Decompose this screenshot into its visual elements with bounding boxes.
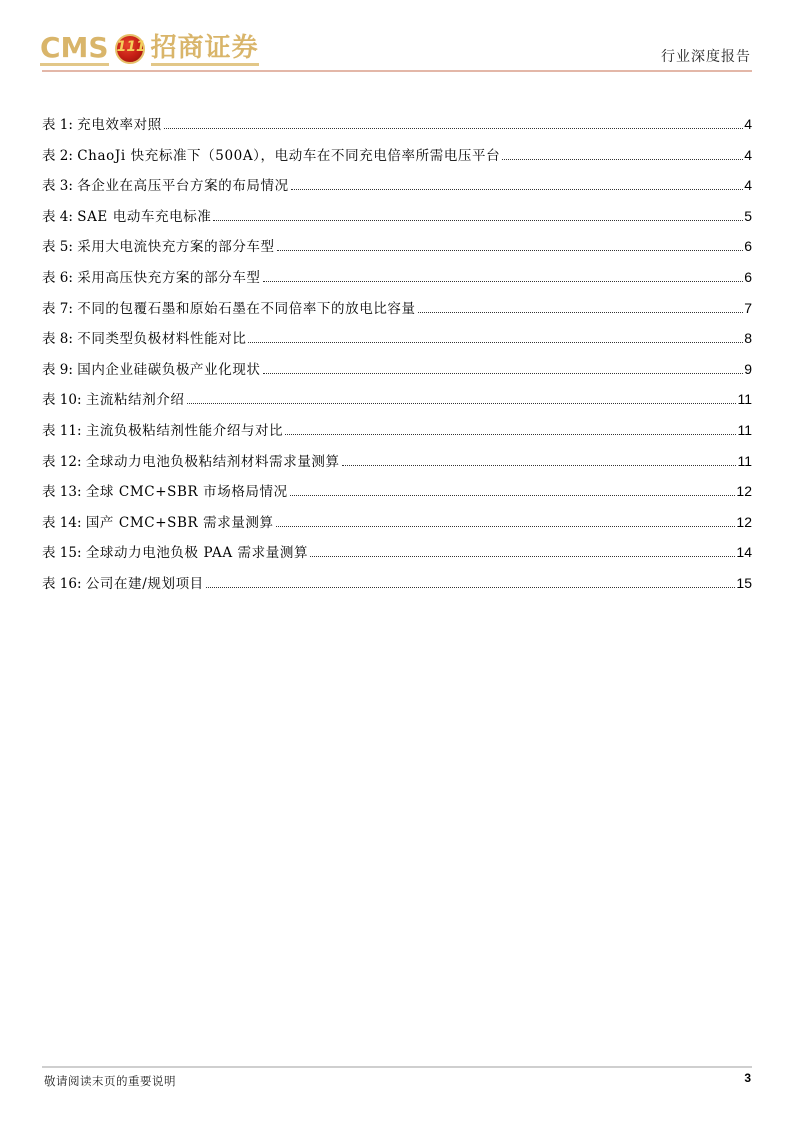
- header-divider: [42, 70, 752, 72]
- toc-entry-prefix: 表 16:: [42, 575, 82, 592]
- toc-entry-title: 不同的包覆石墨和原始石墨在不同倍率下的放电比容量: [77, 300, 416, 317]
- toc-entry-title: 采用高压快充方案的部分车型: [77, 269, 261, 286]
- dot-leader: [291, 189, 743, 190]
- toc-entry[interactable]: [42, 450, 752, 481]
- dot-leader: [248, 342, 743, 343]
- toc-entry-prefix: 表 14:: [42, 514, 82, 531]
- logo-chinese-text: 招商证券: [151, 33, 259, 66]
- toc-entry-page: 11: [737, 452, 752, 469]
- toc-entry-title: 主流粘结剂介绍: [85, 392, 185, 409]
- dot-leader: [187, 403, 737, 404]
- dot-leader: [263, 373, 744, 374]
- toc-entry-page: 7: [744, 299, 752, 316]
- dot-leader: [502, 159, 743, 160]
- dot-leader: [342, 465, 737, 466]
- toc-entry-page: 11: [737, 391, 752, 408]
- toc-entry-prefix: 表 9:: [42, 361, 73, 378]
- toc-entry-title: 全球动力电池负极粘结剂材料需求量测算: [85, 453, 340, 470]
- toc-entry[interactable]: [42, 174, 752, 205]
- toc-entry[interactable]: [42, 113, 752, 144]
- toc-entry-prefix: 表 11:: [42, 422, 82, 439]
- toc-entry-page: 4: [744, 146, 752, 163]
- table-of-tables: [42, 113, 752, 603]
- toc-entry-page: 12: [736, 483, 752, 500]
- document-type-label: 行业深度报告: [661, 49, 751, 65]
- toc-entry-page: 6: [744, 238, 752, 255]
- toc-entry-page: 6: [744, 268, 752, 285]
- toc-entry-title: 国内企业硅碳负极产业化现状: [77, 361, 261, 378]
- toc-entry-prefix: 表 3:: [42, 178, 73, 195]
- toc-entry[interactable]: [42, 327, 752, 358]
- toc-entry-title: 公司在建/规划项目: [85, 575, 204, 592]
- toc-entry[interactable]: [42, 144, 752, 175]
- company-logo: [40, 28, 259, 66]
- dot-leader: [263, 281, 744, 282]
- toc-entry[interactable]: [42, 388, 752, 419]
- toc-entry[interactable]: [42, 511, 752, 542]
- disclaimer-note: 敬请阅读末页的重要说明: [44, 1074, 176, 1088]
- logo-latin-text: CMS: [40, 31, 109, 64]
- toc-entry-title: 充电效率对照: [77, 117, 162, 133]
- toc-entry[interactable]: [42, 358, 752, 389]
- toc-entry-prefix: 表 6:: [42, 269, 73, 286]
- toc-entry-prefix: 表 12:: [42, 453, 82, 470]
- toc-entry-prefix: 表 7:: [42, 300, 73, 317]
- page-header: [0, 0, 793, 80]
- toc-entry[interactable]: [42, 266, 752, 297]
- dot-leader: [285, 434, 736, 435]
- toc-entry[interactable]: [42, 480, 752, 511]
- toc-entry-prefix: 表 10:: [42, 392, 82, 409]
- toc-entry-page: 12: [736, 513, 752, 530]
- toc-entry-page: 14: [736, 544, 752, 561]
- toc-entry-prefix: 表 1:: [42, 117, 73, 133]
- dot-leader: [164, 128, 743, 129]
- dot-leader: [276, 526, 736, 527]
- toc-entry-prefix: 表 5:: [42, 239, 73, 256]
- toc-entry[interactable]: [42, 572, 752, 603]
- toc-entry-page: 11: [737, 421, 752, 438]
- toc-entry[interactable]: [42, 541, 752, 572]
- toc-entry-title: SAE 电动车充电标准: [77, 208, 212, 225]
- toc-entry-prefix: 表 8:: [42, 331, 73, 348]
- logo-emblem-icon: 111: [115, 34, 145, 64]
- toc-entry[interactable]: [42, 235, 752, 266]
- dot-leader: [290, 495, 736, 496]
- toc-entry-page: 4: [744, 116, 752, 132]
- toc-entry[interactable]: [42, 419, 752, 450]
- toc-entry-title: 各企业在高压平台方案的布局情况: [77, 178, 289, 195]
- toc-entry-title: 全球动力电池负极 PAA 需求量测算: [85, 545, 309, 562]
- dot-leader: [310, 556, 735, 557]
- toc-entry-page: 4: [744, 177, 752, 194]
- toc-entry-prefix: 表 13:: [42, 484, 82, 501]
- toc-entry-title: ChaoJi 快充标准下（500A），电动车在不同充电倍率所需电压平台: [77, 147, 501, 164]
- toc-entry[interactable]: [42, 297, 752, 328]
- toc-entry-title: 全球 CMC+SBR 市场格局情况: [85, 484, 288, 501]
- toc-entry-title: 采用大电流快充方案的部分车型: [77, 239, 275, 256]
- toc-entry-page: 15: [736, 574, 752, 591]
- toc-entry-prefix: 表 4:: [42, 208, 73, 225]
- toc-entry-page: 9: [744, 360, 752, 377]
- toc-entry-prefix: 表 15:: [42, 545, 82, 562]
- toc-entry-title: 不同类型负极材料性能对比: [77, 331, 247, 348]
- dot-leader: [277, 250, 744, 251]
- dot-leader: [206, 587, 736, 588]
- dot-leader: [418, 312, 744, 313]
- toc-entry-prefix: 表 2:: [42, 147, 73, 164]
- toc-entry-page: 8: [744, 330, 752, 347]
- footer-divider: [42, 1066, 752, 1068]
- toc-entry[interactable]: [42, 205, 752, 236]
- toc-entry-title: 国产 CMC+SBR 需求量测算: [85, 514, 274, 531]
- toc-entry-page: 5: [744, 207, 752, 224]
- dot-leader: [213, 220, 743, 221]
- toc-entry-title: 主流负极粘结剂性能介绍与对比: [85, 422, 284, 439]
- page-number: 3: [744, 1071, 751, 1085]
